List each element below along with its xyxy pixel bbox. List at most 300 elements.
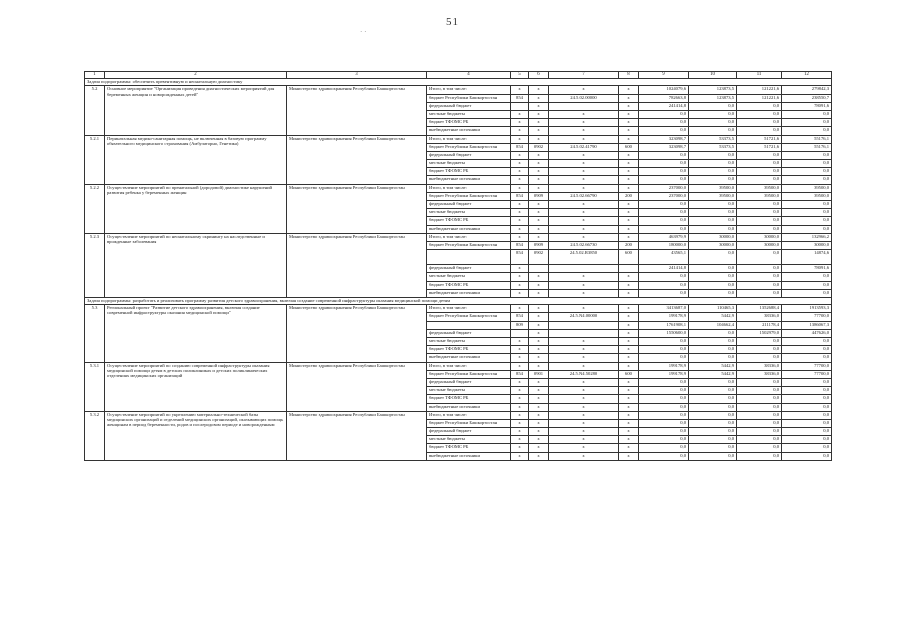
amount-year-3: 0,0 — [782, 411, 832, 419]
amount-year-2: 211178,4 — [737, 321, 782, 329]
funding-source: местные бюджеты — [427, 273, 511, 281]
amount-total: 0,0 — [639, 160, 689, 168]
grbs-code: 854 — [511, 241, 529, 249]
expense-type: 600 — [619, 370, 639, 378]
amount-year-3: 0,0 — [782, 281, 832, 289]
section-code: x — [529, 428, 549, 436]
expense-type: x — [619, 233, 639, 241]
amount-year-2: 0,0 — [737, 110, 782, 118]
activity-number: 5.3.1 — [85, 362, 105, 411]
target-article: x — [549, 411, 619, 419]
amount-year-2: 38336,0 — [737, 362, 782, 370]
target-article: x — [549, 305, 619, 313]
amount-year-1: 0,0 — [689, 176, 737, 184]
executor: Министерство здравоохранения Республики Башкортостан — [287, 411, 427, 460]
amount-year-3: 0,0 — [782, 209, 832, 217]
grbs-code: x — [511, 135, 529, 143]
target-article: x — [549, 378, 619, 386]
amount-total: 0,0 — [639, 209, 689, 217]
amount-year-3: 0,0 — [782, 354, 832, 362]
expense-type: x — [619, 135, 639, 143]
amount-year-3: 39500,0 — [782, 184, 832, 192]
amount-year-2: 30000,0 — [737, 233, 782, 241]
amount-year-1: 110465,3 — [689, 305, 737, 313]
col-num: 1 — [85, 72, 105, 79]
amount-year-3: 238550,7 — [782, 94, 832, 102]
section-code: 0901 — [529, 370, 549, 378]
grbs-code: x — [511, 233, 529, 241]
amount-year-1: 0,0 — [689, 160, 737, 168]
funding-source: местные бюджеты — [427, 110, 511, 118]
amount-year-1: 0,0 — [689, 329, 737, 337]
amount-year-3: 0,0 — [782, 225, 832, 233]
amount-year-2: 121221,6 — [737, 86, 782, 94]
target-article: x — [549, 346, 619, 354]
section-code: x — [529, 378, 549, 386]
expense-type: 200 — [619, 241, 639, 249]
amount-year-2: 0,0 — [737, 378, 782, 386]
amount-year-2: 51721,6 — [737, 143, 782, 151]
amount-year-1: 0,0 — [689, 281, 737, 289]
amount-year-3: 77700,0 — [782, 362, 832, 370]
section-code: x — [529, 217, 549, 225]
target-article: x — [549, 387, 619, 395]
amount-year-1: 0,0 — [689, 436, 737, 444]
section-code: x — [529, 119, 549, 127]
expense-type: x — [619, 289, 639, 297]
budget-table — [84, 71, 832, 461]
expense-type: x — [619, 403, 639, 411]
amount-year-3: 0,0 — [782, 387, 832, 395]
expense-type: x — [619, 201, 639, 209]
amount-year-2: 0,0 — [737, 428, 782, 436]
funding-source: Итого, в том числе: — [427, 362, 511, 370]
col-num: 8 — [619, 72, 639, 79]
amount-year-2: 39500,0 — [737, 192, 782, 200]
funding-source: бюджет Республики Башкортостан — [427, 313, 511, 321]
expense-type: x — [619, 354, 639, 362]
grbs-code: x — [511, 265, 529, 273]
amount-total: 241414,8 — [639, 102, 689, 110]
grbs-code: x — [511, 201, 529, 209]
amount-year-2: 121221,6 — [737, 94, 782, 102]
funding-source: внебюджетные источники — [427, 354, 511, 362]
section-code: x — [529, 289, 549, 297]
target-article: x — [549, 184, 619, 192]
funding-source: местные бюджеты — [427, 338, 511, 346]
amount-total: 0,0 — [639, 119, 689, 127]
expense-type: x — [619, 102, 639, 110]
section-code: x — [529, 313, 549, 321]
target-article: x — [549, 403, 619, 411]
grbs-code: x — [511, 346, 529, 354]
target-article — [549, 329, 619, 337]
amount-total: 1024079,6 — [639, 86, 689, 94]
amount-year-1: 5442,9 — [689, 370, 737, 378]
section-code: x — [529, 110, 549, 118]
table-row — [85, 86, 832, 94]
grbs-code: x — [511, 281, 529, 289]
activity-number: 5.2.2 — [85, 184, 105, 233]
section-code: x — [529, 201, 549, 209]
amount-year-2: 0,0 — [737, 102, 782, 110]
subprogram-task-row — [85, 79, 832, 86]
funding-source: местные бюджеты — [427, 160, 511, 168]
target-article: x — [549, 135, 619, 143]
amount-year-2: 38336,0 — [737, 370, 782, 378]
grbs-code: x — [511, 419, 529, 427]
grbs-code: x — [511, 338, 529, 346]
funding-source: Итого, в том числе: — [427, 411, 511, 419]
amount-total: 0,0 — [639, 289, 689, 297]
table-body — [85, 72, 832, 461]
section-code: x — [529, 176, 549, 184]
col-num: 11 — [737, 72, 782, 79]
amount-year-3: 0,0 — [782, 395, 832, 403]
grbs-code: x — [511, 217, 529, 225]
expense-type: x — [619, 378, 639, 386]
expense-type: x — [619, 321, 639, 329]
amount-year-1: 0,0 — [689, 338, 737, 346]
table-row — [85, 135, 832, 143]
amount-year-2: 0,0 — [737, 403, 782, 411]
amount-year-3: 0,0 — [782, 110, 832, 118]
amount-total: 782663,8 — [639, 94, 689, 102]
amount-year-2: 0,0 — [737, 338, 782, 346]
expense-type: x — [619, 444, 639, 452]
amount-year-3: 77700,0 — [782, 370, 832, 378]
amount-year-2: 51721,6 — [737, 135, 782, 143]
target-article: x — [549, 225, 619, 233]
subprogram-task-text: Задача подпрограммы: разработать и реализовать программу развития детского здравоохранения, включая создание современной инфраструктуры оказания медицинской помощи детям — [85, 297, 832, 304]
amount-year-3: 30000,0 — [782, 241, 832, 249]
grbs-code: x — [511, 452, 529, 460]
amount-year-1: 0,0 — [689, 354, 737, 362]
amount-year-2: 39500,0 — [737, 184, 782, 192]
amount-total: 199178,9 — [639, 370, 689, 378]
grbs-code: 854 — [511, 313, 529, 321]
amount-total: 323098,7 — [639, 143, 689, 151]
amount-year-3: 55176,1 — [782, 135, 832, 143]
expense-type: x — [619, 160, 639, 168]
amount-year-3: 77700,0 — [782, 313, 832, 321]
grbs-code: x — [511, 209, 529, 217]
activity-number: 5.3.2 — [85, 411, 105, 460]
amount-year-2: 0,0 — [737, 419, 782, 427]
amount-total: 0,0 — [639, 444, 689, 452]
section-code: x — [529, 321, 549, 329]
amount-year-1: 0,0 — [689, 273, 737, 281]
funding-source: федеральный бюджет — [427, 329, 511, 337]
target-article: x — [549, 281, 619, 289]
amount-year-1: 0,0 — [689, 201, 737, 209]
target-article — [549, 321, 619, 329]
amount-year-3: 0,0 — [782, 168, 832, 176]
amount-total: 0,0 — [639, 151, 689, 159]
funding-source: бюджет Республики Башкортостан — [427, 241, 511, 249]
grbs-code: x — [511, 127, 529, 135]
funding-source: местные бюджеты — [427, 209, 511, 217]
grbs-code: x — [511, 387, 529, 395]
expense-type: x — [619, 346, 639, 354]
grbs-code: x — [511, 428, 529, 436]
section-code: x — [529, 209, 549, 217]
target-article: x — [549, 452, 619, 460]
expense-type: x — [619, 273, 639, 281]
activity-name: Осуществление мероприятий по неонатальному скринингу на наследственные и врожденные заболевания — [105, 233, 287, 297]
target-article: x — [549, 160, 619, 168]
target-article: x — [549, 444, 619, 452]
amount-year-1: 0,0 — [689, 378, 737, 386]
expense-type: 600 — [619, 250, 639, 265]
amount-year-1: 0,0 — [689, 346, 737, 354]
target-article: x — [549, 110, 619, 118]
executor: Министерство здравоохранения Республики Башкортостан — [287, 305, 427, 362]
executor: Министерство здравоохранения Республики Башкортостан — [287, 233, 427, 297]
grbs-code: x — [511, 110, 529, 118]
grbs-code: x — [511, 151, 529, 159]
amount-total: 0,0 — [639, 452, 689, 460]
section-code: 0909 — [529, 241, 549, 249]
section-code: x — [529, 151, 549, 159]
section-code: x — [529, 403, 549, 411]
amount-year-3: 0,0 — [782, 452, 832, 460]
target-article: 24.5.02.41790 — [549, 143, 619, 151]
target-article: x — [549, 419, 619, 427]
amount-year-3: 1386067,3 — [782, 321, 832, 329]
amount-year-2: 0,0 — [737, 289, 782, 297]
section-code: x — [529, 387, 549, 395]
amount-total: 199178,9 — [639, 362, 689, 370]
target-article: 24.5.02.66730 — [549, 241, 619, 249]
amount-year-1: 0,0 — [689, 395, 737, 403]
section-code: x — [529, 184, 549, 192]
amount-total: 0,0 — [639, 217, 689, 225]
target-article: x — [549, 338, 619, 346]
amount-total: 180000,0 — [639, 241, 689, 249]
amount-year-3: 0,0 — [782, 201, 832, 209]
amount-year-1: 0,0 — [689, 411, 737, 419]
expense-type: x — [619, 225, 639, 233]
expense-type: x — [619, 168, 639, 176]
amount-total: 43565,1 — [639, 250, 689, 265]
amount-year-1: 0,0 — [689, 265, 737, 273]
amount-year-3: 0,0 — [782, 436, 832, 444]
amount-year-2: 0,0 — [737, 250, 782, 265]
section-code — [529, 265, 549, 273]
funding-source: местные бюджеты — [427, 436, 511, 444]
amount-total: 0,0 — [639, 354, 689, 362]
amount-year-2: 0,0 — [737, 281, 782, 289]
amount-year-2: 0,0 — [737, 225, 782, 233]
amount-year-2: 0,0 — [737, 436, 782, 444]
section-code: x — [529, 305, 549, 313]
grbs-code: x — [511, 436, 529, 444]
amount-year-1: 0,0 — [689, 428, 737, 436]
target-article: x — [549, 209, 619, 217]
grbs-code — [511, 329, 529, 337]
amount-year-1: 39500,0 — [689, 184, 737, 192]
executor: Министерство здравоохранения Республики Башкортостан — [287, 135, 427, 184]
funding-source: бюджет ТФОМС РБ — [427, 444, 511, 452]
amount-total: 0,0 — [639, 411, 689, 419]
amount-year-3: 447626,0 — [782, 329, 832, 337]
target-article: 24.5.02.R3850 — [549, 250, 619, 265]
target-article: x — [549, 119, 619, 127]
section-code: x — [529, 346, 549, 354]
grbs-code: 854 — [511, 143, 529, 151]
executor: Министерство здравоохранения Республики Башкортостан — [287, 86, 427, 135]
grbs-code: 854 — [511, 94, 529, 102]
amount-total: 0,0 — [639, 428, 689, 436]
amount-total: 3413687,0 — [639, 305, 689, 313]
activity-name: Осуществление мероприятий по пренатальной (дородовой) диагностике нарушений развития ребенка у беременных женщин — [105, 184, 287, 233]
amount-year-3: 0,0 — [782, 428, 832, 436]
target-article: 24.5.N4.00000 — [549, 313, 619, 321]
activity-name: Осуществление мероприятий по укреплению материально-технической базы медицинских организаций и отделений медицинских организаций, оказывающих помощь женщинам в период беременности, родов и послеродовом периоде и новорожденным — [105, 411, 287, 460]
amount-total: 0,0 — [639, 176, 689, 184]
amount-year-1: 0,0 — [689, 168, 737, 176]
funding-source — [427, 321, 511, 329]
amount-year-1: 0,0 — [689, 119, 737, 127]
amount-year-2: 0,0 — [737, 209, 782, 217]
table-row — [85, 305, 832, 313]
col-num: 12 — [782, 72, 832, 79]
grbs-code: x — [511, 395, 529, 403]
grbs-code: 854 — [511, 370, 529, 378]
col-num: 5 — [511, 72, 529, 79]
amount-total: 0,0 — [639, 281, 689, 289]
subprogram-task-row — [85, 297, 832, 304]
funding-source: бюджет Республики Башкортостан — [427, 370, 511, 378]
expense-type: x — [619, 217, 639, 225]
table-row — [85, 184, 832, 192]
amount-year-1: 0,0 — [689, 289, 737, 297]
amount-year-2: 0,0 — [737, 119, 782, 127]
amount-year-2: 0,0 — [737, 452, 782, 460]
funding-source: бюджет Республики Башкортостан — [427, 94, 511, 102]
funding-source: бюджет Республики Башкортостан — [427, 419, 511, 427]
amount-year-2: 0,0 — [737, 265, 782, 273]
section-code: x — [529, 444, 549, 452]
amount-total: 0,0 — [639, 436, 689, 444]
activity-number: 5.2.1 — [85, 135, 105, 184]
amount-year-3: 0,0 — [782, 444, 832, 452]
funding-source: местные бюджеты — [427, 387, 511, 395]
amount-year-1: 5442,9 — [689, 313, 737, 321]
amount-year-1: 0,0 — [689, 387, 737, 395]
amount-year-2: 0,0 — [737, 160, 782, 168]
expense-type: x — [619, 209, 639, 217]
target-article: x — [549, 86, 619, 94]
amount-year-1: 0,0 — [689, 102, 737, 110]
funding-source: федеральный бюджет — [427, 201, 511, 209]
section-code: x — [529, 160, 549, 168]
amount-total: 199178,9 — [639, 313, 689, 321]
funding-source: Итого, в том числе: — [427, 233, 511, 241]
amount-year-3: 0,0 — [782, 346, 832, 354]
activity-name: Региональный проект "Развитие детского здравоохранения, включая создание современной инфраструктуры оказания медицинской помощи" — [105, 305, 287, 362]
amount-year-1: 0,0 — [689, 127, 737, 135]
table-row — [85, 233, 832, 241]
funding-source: федеральный бюджет — [427, 428, 511, 436]
target-article: x — [549, 354, 619, 362]
amount-year-3: 0,0 — [782, 403, 832, 411]
grbs-code: x — [511, 403, 529, 411]
amount-year-1: 0,0 — [689, 209, 737, 217]
funding-source: бюджет ТФОМС РБ — [427, 395, 511, 403]
grbs-code: x — [511, 378, 529, 386]
activity-name: Осуществление мероприятий по созданию современной инфраструктуры оказания медицинской помощи детям в детских поликлиниках и детских поликлинических отделениях медицинских организаций — [105, 362, 287, 411]
activity-number: 5.2.3 — [85, 233, 105, 297]
subprogram-task-text: Задача подпрограммы: обеспечить превентивную и неонатальную диагностику — [85, 79, 832, 86]
grbs-code: x — [511, 176, 529, 184]
amount-total: 0,0 — [639, 378, 689, 386]
section-code: x — [529, 127, 549, 135]
grbs-code: 809 — [511, 321, 529, 329]
activity-name: Перинатальная медико-санитарная помощь, не включенная в базовую программу обязательного медицинского страхования (Амбулаторно, Генетика) — [105, 135, 287, 184]
amount-total: 1761908,1 — [639, 321, 689, 329]
amount-year-3: 0,0 — [782, 338, 832, 346]
amount-year-1: 0,0 — [689, 403, 737, 411]
page-number: 51 — [446, 16, 459, 28]
grbs-code: x — [511, 225, 529, 233]
target-article: x — [549, 176, 619, 184]
target-article: x — [549, 217, 619, 225]
amount-year-3: 0,0 — [782, 289, 832, 297]
activity-number: 5.2 — [85, 86, 105, 135]
grbs-code: x — [511, 160, 529, 168]
expense-type: 600 — [619, 143, 639, 151]
funding-source: бюджет Республики Башкортостан — [427, 192, 511, 200]
target-article: x — [549, 289, 619, 297]
amount-year-3: 0,0 — [782, 378, 832, 386]
amount-total: 0,0 — [639, 110, 689, 118]
amount-year-1: 104662,4 — [689, 321, 737, 329]
col-num: 3 — [287, 72, 427, 79]
funding-source: федеральный бюджет — [427, 265, 511, 273]
section-code: x — [529, 233, 549, 241]
amount-total: 0,0 — [639, 273, 689, 281]
grbs-code: x — [511, 168, 529, 176]
funding-source: внебюджетные источники — [427, 289, 511, 297]
amount-year-1: 30000,0 — [689, 233, 737, 241]
section-code: x — [529, 94, 549, 102]
amount-year-2: 0,0 — [737, 176, 782, 184]
amount-year-3: 0,0 — [782, 151, 832, 159]
scan-speck: · · — [360, 28, 367, 36]
funding-source: бюджет ТФОМС РБ — [427, 168, 511, 176]
executor: Министерство здравоохранения Республики Башкортостан — [287, 184, 427, 233]
amount-year-1: 0,0 — [689, 217, 737, 225]
section-code: x — [529, 168, 549, 176]
amount-year-3: 0,0 — [782, 217, 832, 225]
funding-source: Итого, в том числе: — [427, 305, 511, 313]
target-article: 24.5.02.66790 — [549, 192, 619, 200]
amount-year-3: 0,0 — [782, 127, 832, 135]
section-code: x — [529, 102, 549, 110]
col-num: 6 — [529, 72, 549, 79]
table-row — [85, 411, 832, 419]
expense-type: x — [619, 184, 639, 192]
amount-total: 0,0 — [639, 395, 689, 403]
amount-year-1: 0,0 — [689, 419, 737, 427]
expense-type: x — [619, 362, 639, 370]
amount-total: 241414,8 — [639, 265, 689, 273]
expense-type: x — [619, 110, 639, 118]
target-article — [549, 265, 619, 273]
amount-total: 237000,0 — [639, 184, 689, 192]
